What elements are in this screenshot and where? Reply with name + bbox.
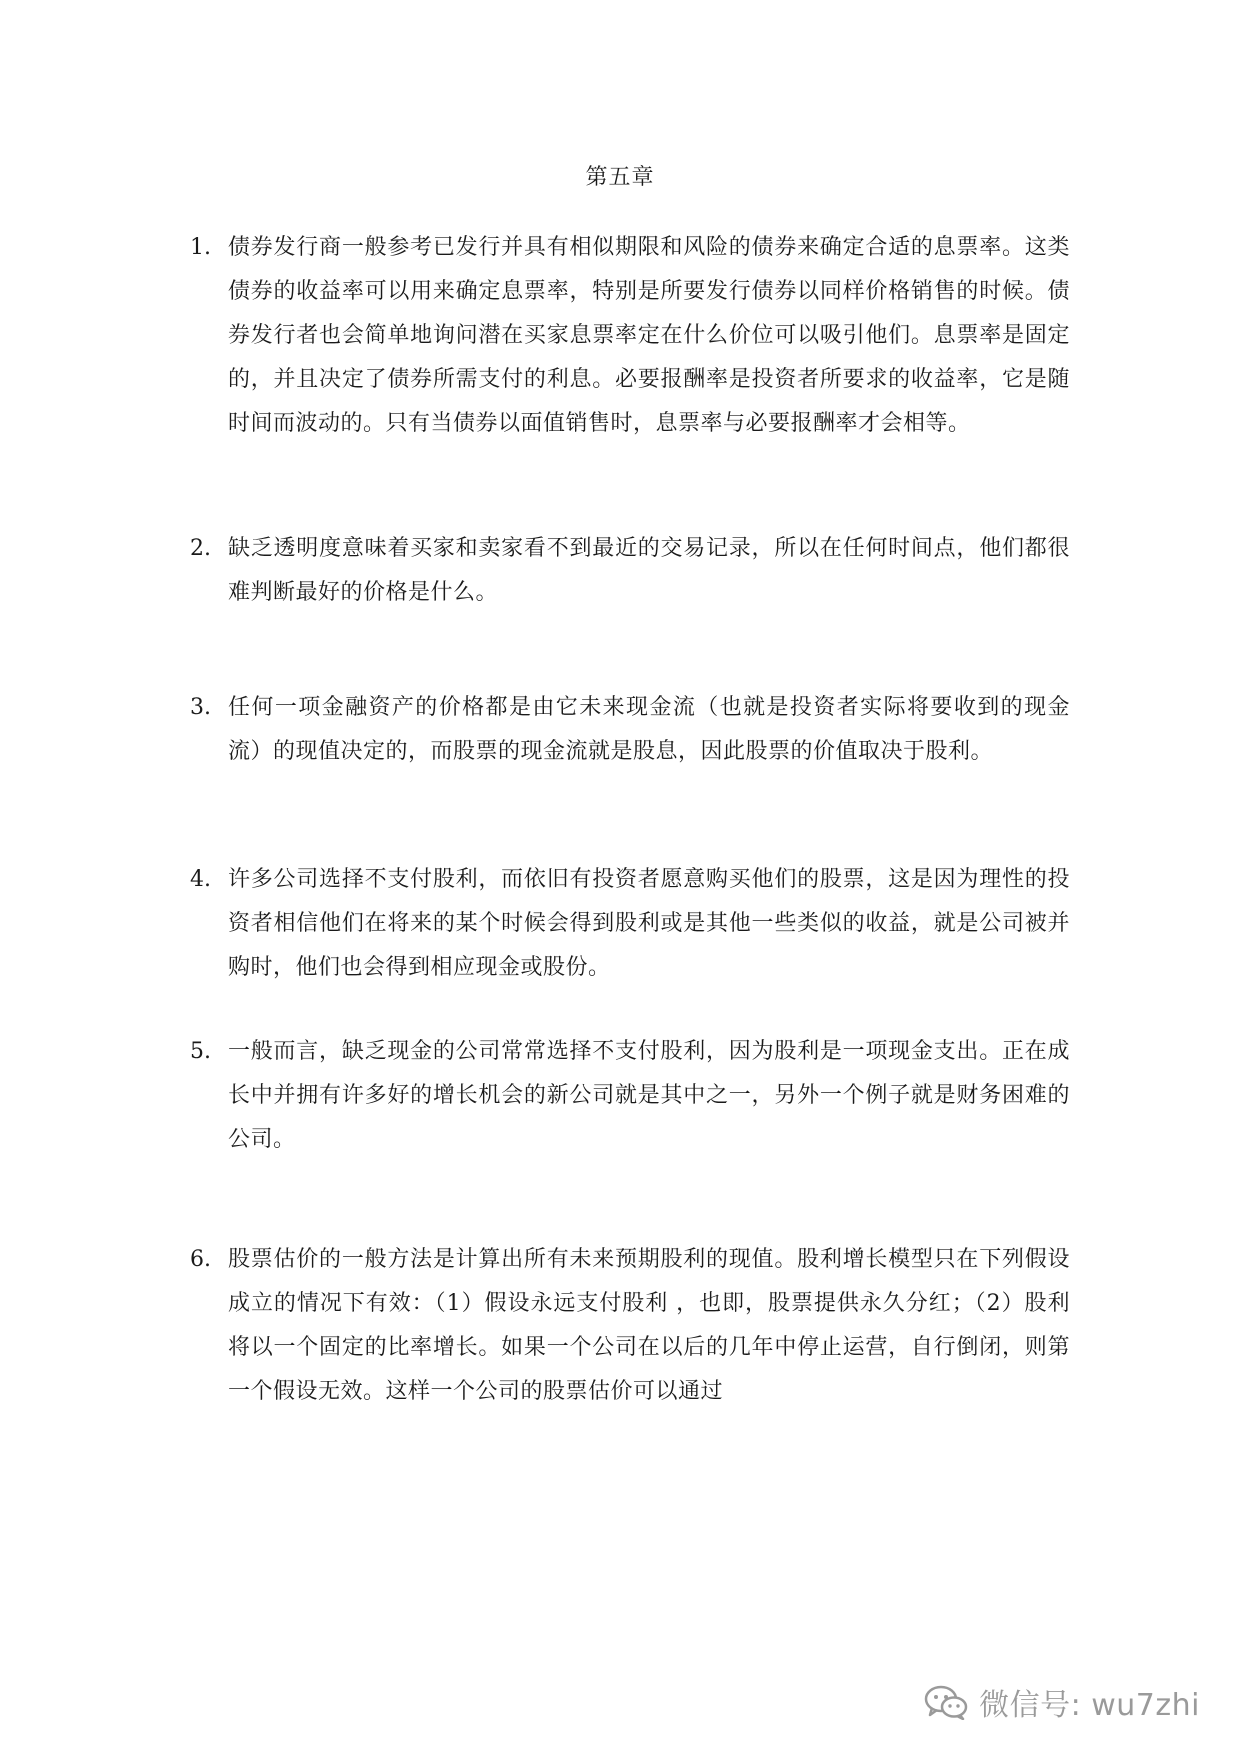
item-number: 2. bbox=[190, 536, 211, 561]
item-text: 债券发行商一般参考已发行并具有相似期限和风险的债券来确定合适的息票率。这类债券的收益率可以用来确定息票率，特别是所要发行债券以同样价格销售的时候。债券发行者也会简单地询问潜在买家息票率定在什么价位可以吸引他们。息票率是固定的，并且决定了债券所需支付的利息。必要报酬率是投资者所要求的收益率，它是随时间而波动的。只有当债券以面值销售时，息票率与必要报酬率才会相等。 bbox=[228, 235, 1070, 436]
list-item-1 bbox=[190, 226, 1070, 446]
list-item-6 bbox=[190, 1238, 1070, 1414]
list-item-5 bbox=[190, 1030, 1070, 1162]
chapter-title: 第五章 bbox=[585, 165, 655, 190]
item-number: 4. bbox=[190, 867, 211, 892]
item-text: 缺乏透明度意味着买家和卖家看不到最近的交易记录，所以在任何时间点，他们都很难判断最好的价格是什么。 bbox=[228, 536, 1070, 605]
item-text: 股票估价的一般方法是计算出所有未来预期股利的现值。股利增长模型只在下列假设成立的情况下有效：（1）假设永远支付股利 ，也即，股票提供永久分红；（2）股利将以一个固定的比率增长。如果一个公司在以后的几年中停止运营，自行倒闭，则第一个假设无效。这样一个公司的股票估价可以通过 bbox=[228, 1247, 1070, 1404]
item-number: 6. bbox=[190, 1247, 211, 1272]
watermark-text: 微信号: wu7zhi bbox=[979, 1688, 1200, 1723]
item-text: 一般而言，缺乏现金的公司常常选择不支付股利，因为股利是一项现金支出。正在成长中并拥有许多好的增长机会的新公司就是其中之一，另外一个例子就是财务困难的公司。 bbox=[228, 1039, 1070, 1152]
item-text: 许多公司选择不支付股利，而依旧有投资者愿意购买他们的股票，这是因为理性的投资者相信他们在将来的某个时候会得到股利或是其他一些类似的收益，就是公司被并购时，他们也会得到相应现金或股份。 bbox=[228, 867, 1070, 980]
list-item-4 bbox=[190, 858, 1070, 990]
item-number: 5. bbox=[190, 1039, 211, 1064]
list-item-2 bbox=[190, 527, 1070, 615]
watermark bbox=[923, 1680, 1200, 1724]
list-item-3 bbox=[190, 686, 1070, 774]
item-number: 3. bbox=[190, 695, 211, 720]
wechat-icon bbox=[923, 1684, 969, 1720]
item-number: 1. bbox=[190, 235, 211, 260]
item-text: 任何一项金融资产的价格都是由它未来现金流（也就是投资者实际将要收到的现金流）的现值决定的，而股票的现金流就是股息，因此股票的价值取决于股利。 bbox=[228, 695, 1070, 764]
